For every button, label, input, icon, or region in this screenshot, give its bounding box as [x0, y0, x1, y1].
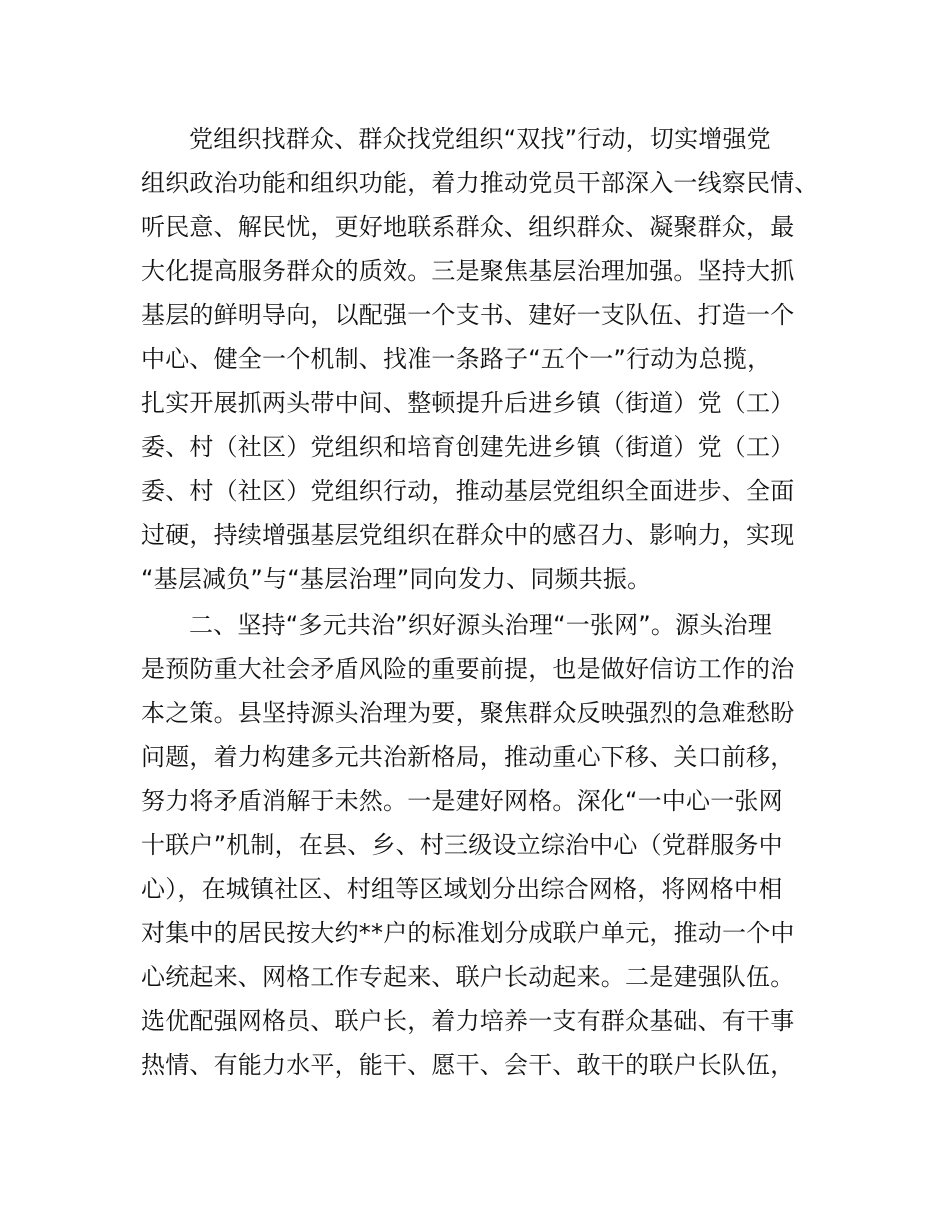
text-line: 本之策。县坚持源头治理为要，聚焦群众反映强烈的急难愁盼: [141, 699, 795, 727]
document-body: [141, 117, 841, 1087]
text-line: 过硬，持续增强基层党组织在群众中的感召力、影响力，实现: [141, 521, 795, 549]
text-line: 热情、有能力水平，能干、愿干、会干、敢干的联户长队伍，: [141, 1051, 795, 1079]
text-line: 问题，着力构建多元共治新格局，推动重心下移、关口前移，: [141, 743, 795, 771]
text-line: 努力将矛盾消解于未然。一是建好网格。深化“一中心一张网: [141, 787, 783, 815]
text-line: 中心、健全一个机制、找准一条路子“五个一”行动为总揽，: [141, 345, 772, 373]
text-line: 扎实开展抓两头带中间、整顿提升后进乡镇（街道）党（工）: [141, 389, 795, 417]
text-line: 委、村（社区）党组织和培育创建先进乡镇（街道）党（工）: [141, 433, 795, 461]
text-line: 对集中的居民按大约**户的标准划分成联户单元，推动一个中: [141, 919, 795, 947]
text-line: 大化提高服务群众的质效。三是聚焦基层治理加强。坚持大抓: [141, 257, 795, 285]
paragraph-1: [141, 117, 841, 601]
text-line: 二、坚持“多元共治”织好源头治理“一张网”。源头治理: [189, 611, 772, 639]
text-line: 心），在城镇社区、村组等区域划分出综合网格，将网格中相: [141, 875, 783, 903]
text-line: 党组织找群众、群众找党组织“双找”行动，切实增强党: [189, 125, 771, 153]
paragraph-2: [141, 603, 841, 1087]
text-line: 心统起来、网格工作专起来、联户长动起来。二是建强队伍。: [141, 963, 795, 991]
text-line: “基层减负”与“基层治理”同向发力、同频共振。: [141, 565, 652, 593]
text-line: 委、村（社区）党组织行动，推动基层党组织全面进步、全面: [141, 477, 795, 505]
text-line: 组织政治功能和组织功能，着力推动党员干部深入一线察民情、: [141, 169, 819, 197]
text-line: 基层的鲜明导向，以配强一个支书、建好一支队伍、打造一个: [141, 301, 795, 329]
text-line: 听民意、解民忧，更好地联系群众、组织群众、凝聚群众，最: [141, 213, 795, 241]
text-line: 是预防重大社会矛盾风险的重要前提，也是做好信访工作的治: [141, 655, 795, 683]
text-line: 选优配强网格员、联户长，着力培养一支有群众基础、有干事: [141, 1007, 795, 1035]
text-line: 十联户”机制，在县、乡、村三级设立综治中心（党群服务中: [141, 831, 783, 859]
